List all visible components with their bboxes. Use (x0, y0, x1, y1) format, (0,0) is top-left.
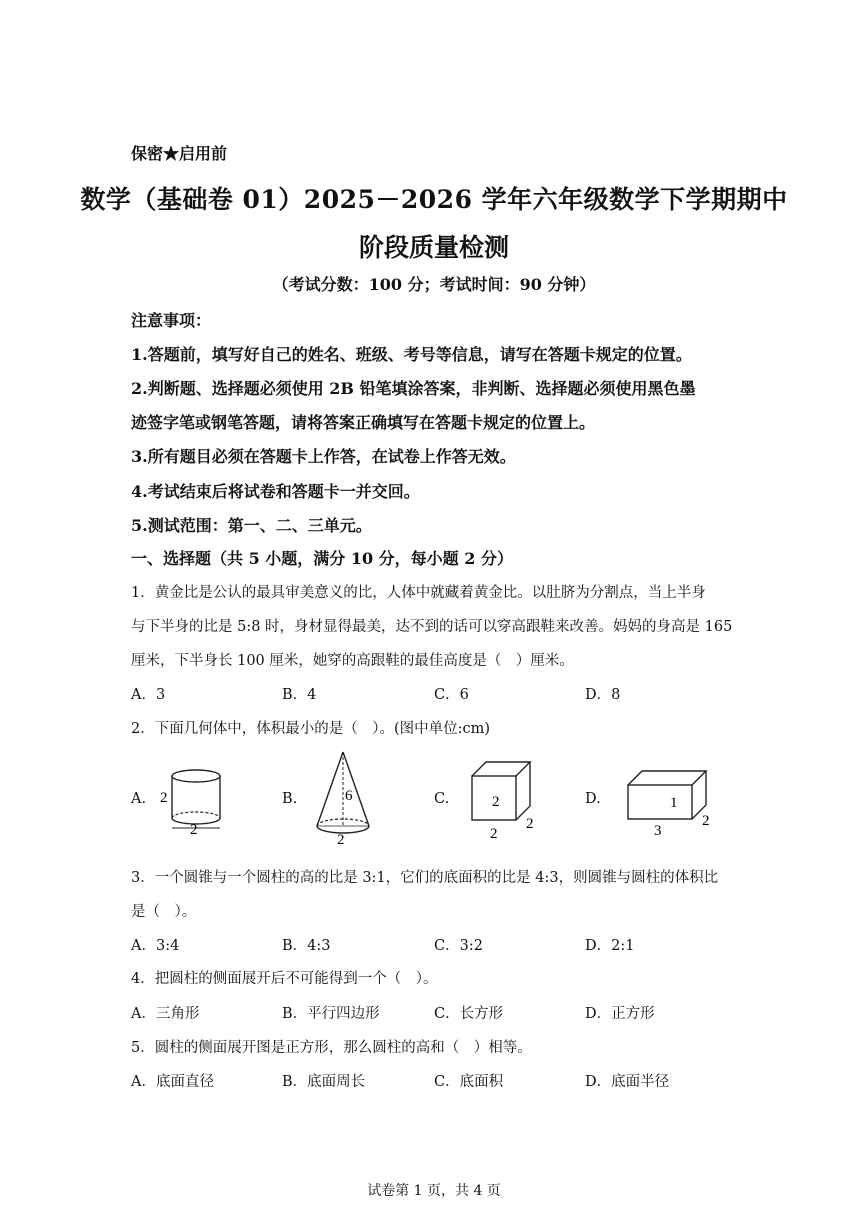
question-1-line: 1．黄金比是公认的最具审美意义的比，人体中就藏着黄金比。以肚脐为分割点，当上半身 (131, 585, 706, 601)
q2-option-d-label: D. (585, 791, 601, 807)
q1-option-d: D．8 (585, 687, 621, 703)
question-1-line: 厘米，下半身长 100 厘米，她穿的高跟鞋的最佳高度是（ ）厘米。 (131, 653, 574, 669)
q1-option-c: C．6 (434, 687, 469, 703)
q5-option-a: A．底面直径 (131, 1074, 214, 1090)
q4-option-c: C．长方形 (434, 1006, 504, 1022)
cone-height-label: 6 (345, 788, 353, 804)
section-heading: 一、选择题（共 5 小题，满分 10 分，每小题 2 分） (131, 549, 513, 568)
question-4-stem: 4．把圆柱的侧面展开后不可能得到一个（ ）。 (131, 971, 438, 987)
cuboid-figure (626, 769, 726, 839)
notice-item: 5.测试范围：第一、二、三单元。 (131, 516, 372, 535)
q4-option-b: B．平行四边形 (282, 1006, 380, 1022)
cylinder-height-label: 2 (160, 790, 168, 806)
page-footer: 试卷第 1 页，共 4 页 (367, 1183, 501, 1199)
cylinder-diameter-label: 2 (190, 822, 198, 838)
cuboid-bottom-label: 3 (654, 823, 662, 839)
cube-bottom-label: 2 (490, 826, 498, 842)
question-3-line: 是（ ）。 (131, 904, 197, 920)
q3-option-a: A．3:4 (131, 938, 180, 954)
notice-item: 迹签字笔或钢笔答题，请将答案正确填写在答题卡规定的位置上。 (131, 413, 596, 432)
cylinder-figure (150, 762, 250, 852)
cube-front-label: 2 (492, 794, 500, 810)
q3-option-c: C．3:2 (434, 938, 483, 954)
cuboid-side-label: 2 (702, 813, 710, 829)
cuboid-front-label: 1 (670, 795, 678, 811)
question-1-line: 与下半身的比是 5:8 时，身材显得最美，达不到的话可以穿高跟鞋来改善。妈妈的身高是 165 (131, 619, 733, 635)
exam-title-line2: 阶段质量检测 (358, 233, 509, 262)
cube-side-label: 2 (526, 816, 534, 832)
q2-option-c-label: C. (434, 791, 450, 807)
question-2-stem: 2．下面几何体中，体积最小的是（ ）。(图中单位:cm) (131, 721, 491, 737)
q1-option-b: B．4 (282, 687, 317, 703)
cone-diameter-label: 2 (337, 832, 345, 848)
notice-item: 1.答题前，填写好自己的姓名、班级、考号等信息，请写在答题卡规定的位置。 (131, 345, 692, 364)
q5-option-c: C．底面积 (434, 1074, 504, 1090)
q2-option-b-label: B. (282, 791, 298, 807)
q3-option-d: D．2:1 (585, 938, 635, 954)
exam-info: （考试分数：100 分；考试时间：90 分钟） (272, 275, 596, 294)
exam-title: 数学（基础卷 01）2025－2026 学年六年级数学下学期期中 (80, 185, 788, 214)
confidential-label: 保密★启用前 (131, 144, 228, 163)
q4-option-a: A．三角形 (131, 1006, 200, 1022)
question-5-stem: 5．圆柱的侧面展开图是正方形，那么圆柱的高和（ ）相等。 (131, 1040, 532, 1056)
notice-item: 2.判断题、选择题必须使用 2B 铅笔填涂答案，非判断、选择题必须使用黑色墨 (131, 379, 696, 398)
q3-option-b: B．4:3 (282, 938, 331, 954)
notice-heading: 注意事项： (131, 311, 212, 330)
notice-item: 3.所有题目必须在答题卡上作答，在试卷上作答无效。 (131, 447, 516, 466)
q2-option-a-label: A. (131, 791, 147, 807)
q1-option-a: A．3 (131, 687, 166, 703)
q5-option-b: B．底面周长 (282, 1074, 366, 1090)
question-3-line: 3．一个圆锥与一个圆柱的高的比是 3:1，它们的底面积的比是 4:3，则圆锥与圆柱的体积比 (131, 870, 719, 886)
q4-option-d: D．正方形 (585, 1006, 655, 1022)
notice-item: 4.考试结束后将试卷和答题卡一并交回。 (131, 482, 420, 501)
cube-figure (470, 760, 560, 840)
q5-option-d: D．底面半径 (585, 1074, 670, 1090)
cone-figure (305, 748, 395, 848)
